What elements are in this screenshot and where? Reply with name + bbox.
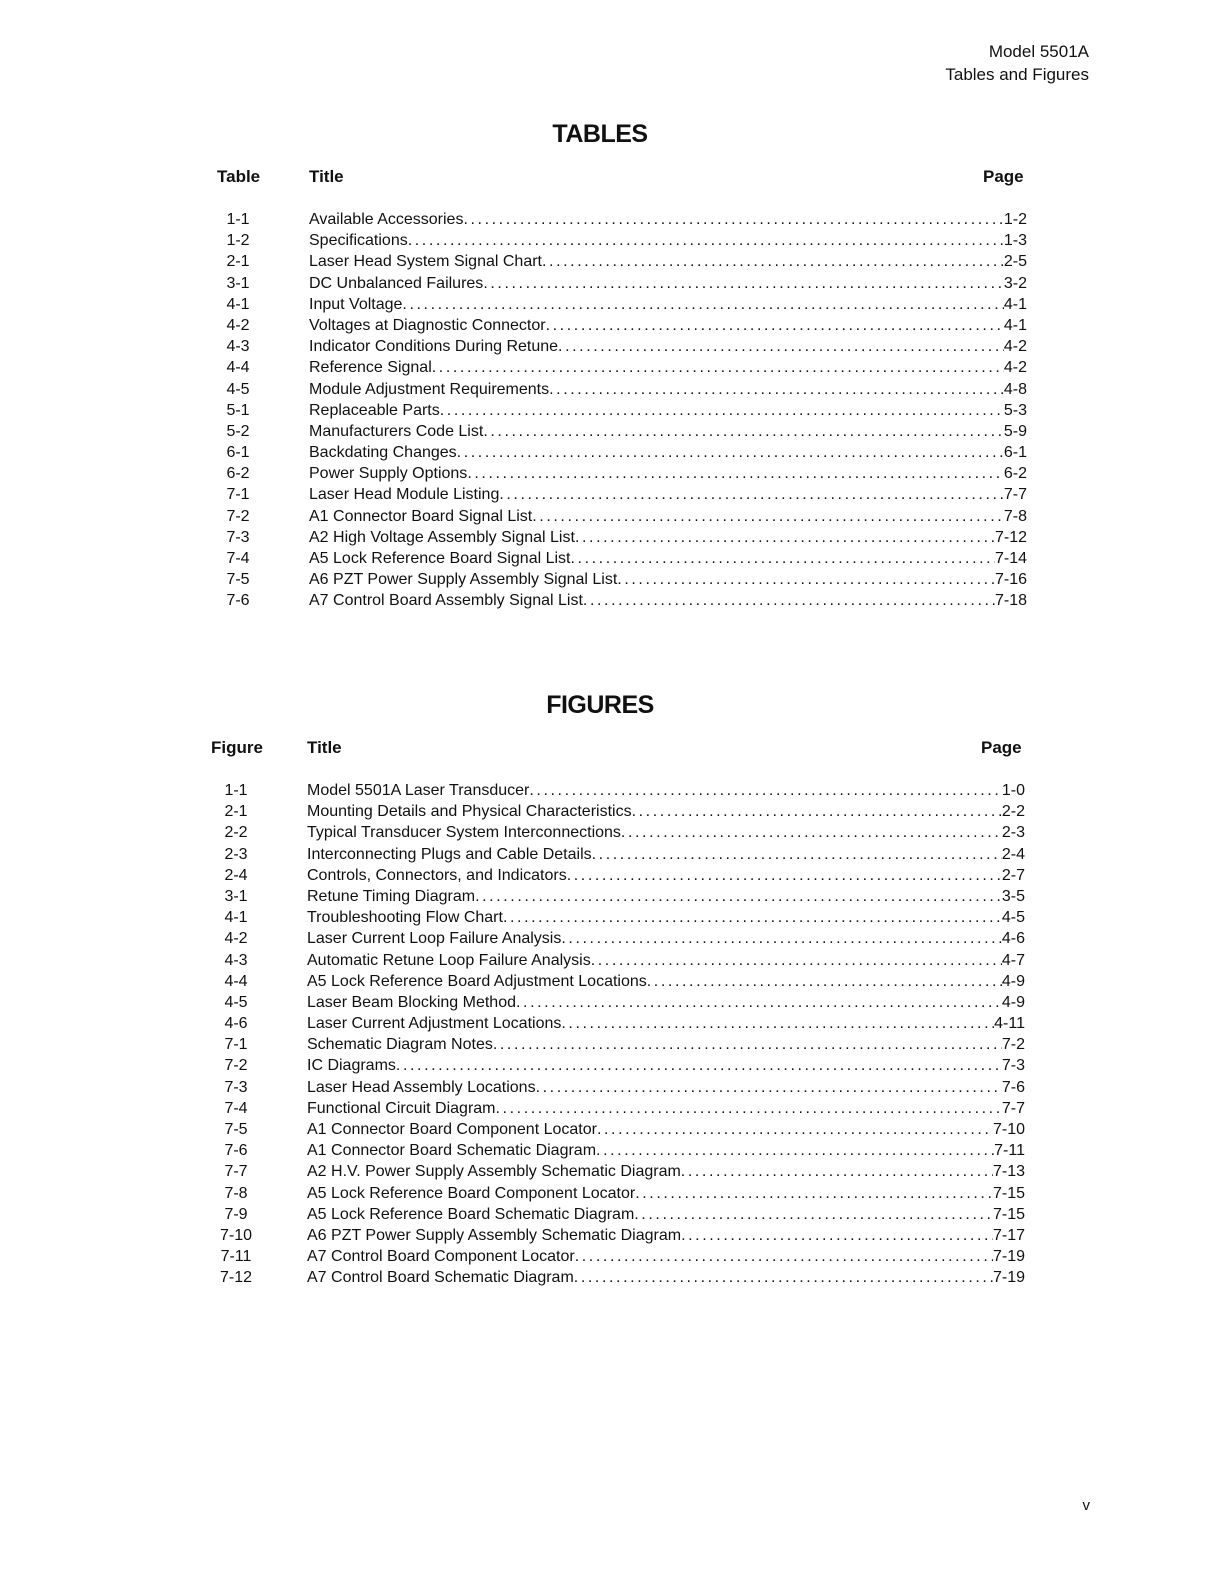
dot-leader: [617, 569, 995, 590]
dot-leader: [529, 780, 1002, 801]
entry-number: 7-6: [224, 1142, 248, 1160]
entry-page: 1-3: [1003, 232, 1027, 250]
spacer: [269, 992, 307, 1013]
entry-number: 4-2: [226, 316, 250, 334]
dot-leader: [634, 1204, 993, 1225]
entry-page: 7-12: [994, 528, 1027, 546]
entry-number: 4-6: [224, 1015, 248, 1033]
tables-entry: [205, 463, 1027, 484]
dot-leader: [561, 928, 1002, 949]
entry-number: 4-4: [226, 359, 250, 377]
entry-number: 7-2: [224, 1057, 248, 1075]
entry-page: 4-2: [1003, 338, 1027, 356]
spacer: [271, 590, 309, 611]
figures-col-number: Figure: [211, 738, 263, 757]
spacer: [271, 315, 309, 336]
entry-number: 2-2: [224, 824, 248, 842]
figures-entry: [203, 1140, 1025, 1161]
dot-leader: [546, 315, 1004, 336]
dot-leader: [440, 400, 1004, 421]
entry-page: 2-3: [1001, 824, 1025, 842]
entry-number: 7-3: [224, 1078, 248, 1096]
entry-page: 5-3: [1003, 401, 1027, 419]
figures-col-page: Page: [981, 738, 1022, 757]
entry-number: 4-5: [224, 993, 248, 1011]
entry-page: 2-7: [1001, 866, 1025, 884]
tables-entry: [205, 527, 1027, 548]
entry-title: Typical Transducer System Interconnections: [307, 824, 621, 842]
figures-entry: [203, 865, 1025, 886]
dot-leader: [496, 1098, 1002, 1119]
spacer: [269, 865, 307, 886]
entry-page: 2-2: [1001, 803, 1025, 821]
entry-page: 7-2: [1001, 1036, 1025, 1054]
entry-title: IC Diagrams: [307, 1057, 396, 1075]
dot-leader: [635, 1183, 993, 1204]
entry-number: 7-5: [226, 571, 250, 589]
entry-number: 7-8: [224, 1184, 248, 1202]
entry-title: Reference Signal: [309, 359, 432, 377]
entry-title: Replaceable Parts: [309, 401, 440, 419]
entry-page: 7-7: [1003, 486, 1027, 504]
dot-leader: [396, 1055, 1002, 1076]
entry-title: A1 Connector Board Signal List: [309, 507, 533, 525]
header-section: Tables and Figures: [945, 65, 1089, 84]
entry-page: 4-1: [1003, 295, 1027, 313]
figures-col-title: Title: [307, 738, 342, 757]
entry-title: Mounting Details and Physical Characteristics: [307, 803, 632, 821]
entry-title: A6 PZT Power Supply Assembly Schematic Diagram: [307, 1226, 682, 1244]
figures-entry: [203, 1013, 1025, 1034]
tables-col-title: Title: [309, 167, 344, 186]
entry-title: A5 Lock Reference Board Component Locator: [307, 1184, 636, 1202]
dot-leader: [475, 886, 1002, 907]
entry-title: A7 Control Board Component Locator: [307, 1248, 575, 1266]
spacer: [271, 209, 309, 230]
figures-entry: [203, 1225, 1025, 1246]
figures-entry: [203, 1098, 1025, 1119]
spacer: [271, 527, 309, 548]
entry-page: 2-4: [1001, 845, 1025, 863]
figures-entry: [203, 1204, 1025, 1225]
entry-title: Schematic Diagram Notes: [307, 1036, 493, 1054]
dot-leader: [575, 1246, 993, 1267]
entry-page: 7-19: [992, 1248, 1025, 1266]
entry-number: 2-3: [224, 845, 248, 863]
entry-number: 4-5: [226, 380, 250, 398]
entry-page: 7-15: [992, 1184, 1025, 1202]
spacer: [271, 400, 309, 421]
spacer: [269, 822, 307, 843]
spacer: [269, 1119, 307, 1140]
entry-number: 1-1: [224, 782, 248, 799]
entry-number: 1-2: [226, 232, 250, 250]
entry-title: DC Unbalanced Failures: [309, 274, 484, 292]
dot-leader: [647, 971, 1002, 992]
tables-list: [205, 209, 1027, 612]
dot-leader: [432, 357, 1004, 378]
entry-number: 4-1: [226, 295, 250, 313]
spacer: [269, 1055, 307, 1076]
dot-leader: [463, 209, 1003, 230]
tables-entry: [205, 548, 1027, 569]
tables-entry: [205, 336, 1027, 357]
entry-title: Laser Head Assembly Locations: [307, 1078, 536, 1096]
running-header: [945, 40, 1089, 86]
entry-number: 4-3: [224, 951, 248, 969]
tables-col-number: Table: [217, 167, 261, 186]
dot-leader: [597, 1119, 993, 1140]
entry-page: 6-2: [1003, 465, 1027, 483]
dot-leader: [467, 463, 1004, 484]
entry-page: 6-1: [1003, 444, 1027, 462]
entry-title: Input Voltage: [309, 295, 403, 313]
dot-leader: [570, 548, 994, 569]
tables-col-page: Page: [983, 167, 1024, 186]
dot-leader: [503, 907, 1002, 928]
dot-leader: [583, 590, 995, 611]
entry-page: 4-1: [1003, 316, 1027, 334]
dot-leader: [681, 1161, 993, 1182]
entry-page: 4-6: [1001, 930, 1025, 948]
tables-entry: [205, 273, 1027, 294]
spacer: [269, 907, 307, 928]
entry-number: 4-4: [224, 972, 248, 990]
entry-title: Troubleshooting Flow Chart: [307, 909, 503, 927]
entry-page: 7-3: [1001, 1057, 1025, 1075]
entry-page: 4-9: [1001, 993, 1025, 1011]
entry-page: 3-5: [1001, 887, 1025, 905]
figures-entry: [203, 1077, 1025, 1098]
entry-title: Retune Timing Diagram: [307, 887, 476, 905]
tables-entry: [205, 294, 1027, 315]
spacer: [271, 484, 309, 505]
entry-title: Automatic Retune Loop Failure Analysis: [307, 951, 591, 969]
entry-page: 7-11: [994, 1142, 1025, 1160]
entry-title: Backdating Changes: [309, 444, 457, 462]
tables-entry: [205, 230, 1027, 251]
figures-entry: [203, 1119, 1025, 1140]
entry-page: 7-10: [992, 1121, 1025, 1138]
spacer: [271, 379, 309, 400]
entry-title: Laser Current Adjustment Locations: [307, 1015, 562, 1033]
tables-entry: [205, 421, 1027, 442]
spacer: [271, 336, 309, 357]
spacer: [271, 548, 309, 569]
dot-leader: [536, 1077, 1002, 1098]
entry-title: Module Adjustment Requirements: [309, 380, 550, 398]
dot-leader: [499, 484, 1004, 505]
spacer: [269, 844, 307, 865]
entry-title: Controls, Connectors, and Indicators: [307, 866, 567, 884]
dot-leader: [542, 251, 1004, 272]
dot-leader: [483, 421, 1004, 442]
entry-number: 6-2: [226, 465, 250, 483]
entry-page: 4-7: [1001, 951, 1025, 969]
figures-entry: [203, 844, 1025, 865]
spacer: [271, 421, 309, 442]
entry-number: 4-3: [226, 338, 250, 356]
spacer: [269, 780, 307, 801]
entry-page: 7-7: [1001, 1099, 1025, 1117]
dot-leader: [402, 294, 1003, 315]
spacer: [269, 1225, 307, 1246]
entry-title: Laser Head Module Listing: [309, 486, 500, 504]
entry-number: 3-1: [226, 274, 250, 292]
entry-number: 2-1: [226, 253, 250, 271]
entry-page: 7-16: [994, 571, 1027, 589]
spacer: [269, 928, 307, 949]
spacer: [269, 1077, 307, 1098]
tables-entry: [205, 590, 1027, 611]
entry-title: A7 Control Board Schematic Diagram: [307, 1269, 574, 1287]
entry-title: A2 H.V. Power Supply Assembly Schematic Diagram: [307, 1163, 681, 1181]
entry-title: A1 Connector Board Schematic Diagram: [307, 1142, 597, 1160]
entry-title: Interconnecting Plugs and Cable Details: [307, 845, 592, 863]
spacer: [269, 1267, 307, 1288]
entry-number: 7-1: [224, 1036, 248, 1054]
entry-page: 7-15: [992, 1205, 1025, 1223]
entry-number: 7-3: [226, 528, 250, 546]
figures-entry: [203, 1246, 1025, 1267]
dot-leader: [457, 442, 1004, 463]
spacer: [271, 506, 309, 527]
entry-title: Available Accessories: [309, 211, 464, 228]
figures-entry: [203, 1034, 1025, 1055]
figures-entry: [203, 822, 1025, 843]
figures-entry: [203, 992, 1025, 1013]
spacer: [269, 1246, 307, 1267]
entry-page: 1-0: [1001, 782, 1025, 799]
spacer: [271, 294, 309, 315]
entry-number: 7-12: [219, 1269, 253, 1287]
entry-number: 7-4: [226, 550, 250, 567]
entry-title: A7 Control Board Assembly Signal List: [309, 592, 583, 610]
dot-leader: [567, 865, 1002, 886]
dot-leader: [493, 1034, 1002, 1055]
entry-title: A5 Lock Reference Board Signal List: [309, 550, 571, 567]
dot-leader: [408, 230, 1004, 251]
tables-entry: [205, 506, 1027, 527]
tables-entry: [205, 251, 1027, 272]
tables-entry: [205, 400, 1027, 421]
figures-entry: [203, 1183, 1025, 1204]
entry-number: 1-1: [226, 211, 250, 228]
spacer: [271, 230, 309, 251]
spacer: [269, 886, 307, 907]
tables-entry: [205, 569, 1027, 590]
tables-entry: [205, 442, 1027, 463]
entry-number: 7-4: [224, 1099, 248, 1117]
spacer: [269, 950, 307, 971]
entry-number: 4-1: [224, 909, 248, 927]
header-model: Model 5501A: [988, 42, 1089, 61]
entry-title: Specifications: [309, 232, 408, 250]
entry-number: 2-4: [224, 866, 248, 884]
entry-page: 2-5: [1003, 253, 1027, 271]
entry-page: 7-18: [994, 592, 1027, 610]
entry-page: 4-11: [994, 1015, 1025, 1033]
figures-entry: [203, 928, 1025, 949]
dot-leader: [592, 844, 1002, 865]
tables-entry: [205, 379, 1027, 400]
entry-title: Model 5501A Laser Transducer: [307, 782, 530, 799]
figures-entry: [203, 907, 1025, 928]
tables-entry: [205, 315, 1027, 336]
spacer: [269, 1204, 307, 1225]
entry-page: 5-9: [1003, 422, 1027, 440]
entry-number: 7-6: [226, 592, 250, 610]
entry-title: Laser Head System Signal Chart: [309, 253, 542, 271]
dot-leader: [558, 336, 1004, 357]
entry-page: 4-5: [1001, 909, 1025, 927]
dot-leader: [596, 1140, 994, 1161]
entry-title: Power Supply Options: [309, 465, 468, 483]
figures-entry: [203, 971, 1025, 992]
entry-number: 2-1: [224, 803, 248, 821]
dot-leader: [621, 822, 1002, 843]
entry-page: 7-19: [992, 1269, 1025, 1287]
page-number: v: [1082, 1497, 1090, 1514]
entry-page: 7-8: [1003, 507, 1027, 525]
tables-entry: [205, 209, 1027, 230]
dot-leader: [549, 379, 1004, 400]
spacer: [269, 1034, 307, 1055]
entry-number: 7-9: [224, 1205, 248, 1223]
tables-entry: [205, 484, 1027, 505]
spacer: [269, 1098, 307, 1119]
dot-leader: [561, 1013, 994, 1034]
figures-entry: [203, 886, 1025, 907]
entry-title: Voltages at Diagnostic Connector: [309, 316, 546, 334]
entry-page: 3-2: [1003, 274, 1027, 292]
entry-page: 1-2: [1003, 211, 1027, 228]
tables-entry: [205, 357, 1027, 378]
dot-leader: [681, 1225, 993, 1246]
dot-leader: [575, 527, 995, 548]
spacer: [269, 971, 307, 992]
dot-leader: [516, 992, 1002, 1013]
spacer: [271, 569, 309, 590]
entry-number: 5-2: [226, 422, 250, 440]
entry-number: 6-1: [226, 444, 250, 462]
spacer: [269, 1183, 307, 1204]
dot-leader: [532, 506, 1004, 527]
entry-number: 5-1: [226, 401, 250, 419]
figures-entry: [203, 1267, 1025, 1288]
spacer: [271, 357, 309, 378]
entry-page: 4-2: [1003, 359, 1027, 377]
figures-heading: FIGURES: [546, 691, 654, 719]
entry-title: A2 High Voltage Assembly Signal List: [309, 528, 575, 546]
entry-page: 7-14: [994, 550, 1027, 567]
tables-heading: TABLES: [552, 120, 648, 148]
entry-title: Indicator Conditions During Retune: [309, 338, 559, 356]
entry-page: 7-6: [1001, 1078, 1025, 1096]
figures-entry: [203, 780, 1025, 801]
entry-page: 7-17: [992, 1226, 1025, 1244]
entry-number: 7-5: [224, 1121, 248, 1138]
entry-title: Manufacturers Code List: [309, 422, 484, 440]
figures-entry: [203, 1055, 1025, 1076]
entry-title: Laser Current Loop Failure Analysis: [307, 930, 562, 948]
spacer: [269, 801, 307, 822]
dot-leader: [483, 273, 1004, 294]
entry-title: A1 Connector Board Component Locator: [307, 1121, 597, 1138]
entry-number: 7-2: [226, 507, 250, 525]
entry-number: 7-1: [226, 486, 250, 504]
entry-number: 7-10: [219, 1226, 253, 1244]
spacer: [271, 251, 309, 272]
figures-list: [203, 780, 1025, 1289]
entry-number: 3-1: [224, 887, 248, 905]
entry-page: 4-9: [1001, 972, 1025, 990]
entry-number: 4-2: [224, 930, 248, 948]
spacer: [271, 273, 309, 294]
dot-leader: [574, 1267, 993, 1288]
spacer: [271, 463, 309, 484]
dot-leader: [591, 950, 1002, 971]
spacer: [269, 1140, 307, 1161]
spacer: [269, 1013, 307, 1034]
entry-number: 7-7: [224, 1163, 248, 1181]
entry-number: 7-11: [220, 1248, 252, 1266]
entry-page: 4-8: [1003, 380, 1027, 398]
entry-title: A5 Lock Reference Board Schematic Diagram: [307, 1205, 635, 1223]
entry-title: A6 PZT Power Supply Assembly Signal List: [309, 571, 618, 589]
figures-entry: [203, 950, 1025, 971]
spacer: [271, 442, 309, 463]
entry-title: A5 Lock Reference Board Adjustment Locations: [307, 972, 647, 990]
figures-entry: [203, 801, 1025, 822]
entry-page: 7-13: [992, 1163, 1025, 1181]
entry-title: Laser Beam Blocking Method: [307, 993, 516, 1011]
dot-leader: [632, 801, 1002, 822]
entry-title: Functional Circuit Diagram: [307, 1099, 496, 1117]
figures-entry: [203, 1161, 1025, 1182]
spacer: [269, 1161, 307, 1182]
